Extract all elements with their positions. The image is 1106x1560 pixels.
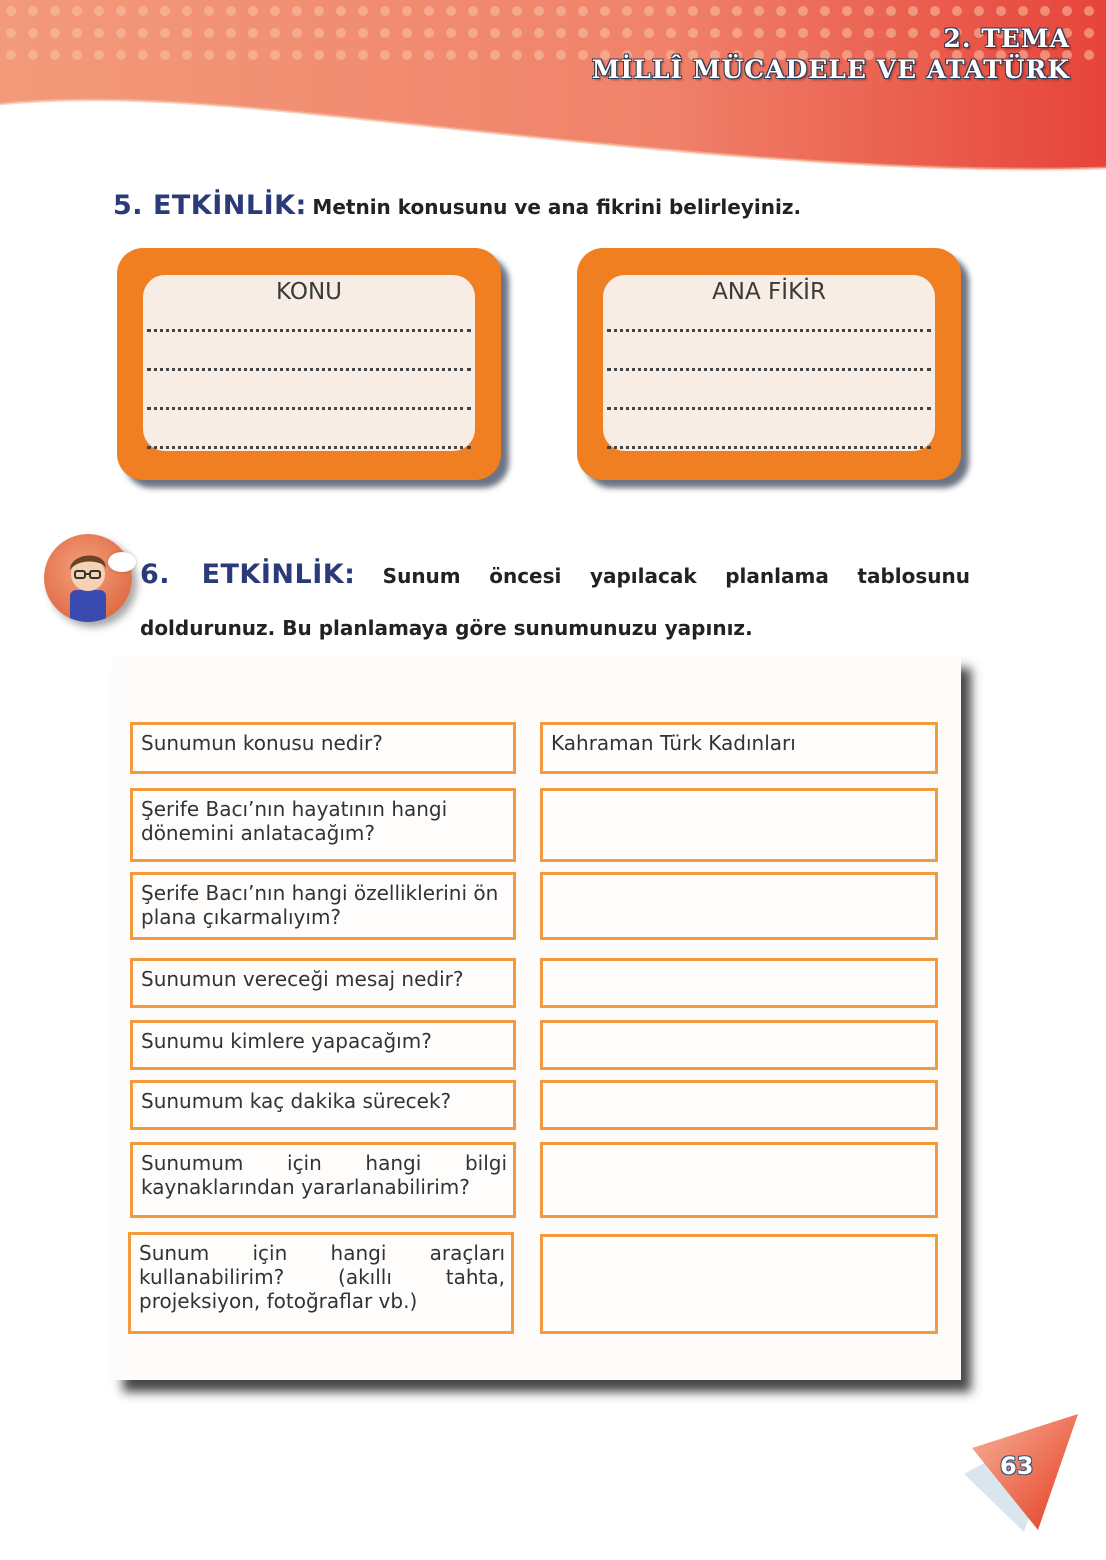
question-cell: Sunumu kimlere yapacağım? <box>130 1020 516 1070</box>
planning-table <box>113 656 961 1380</box>
ana-fikir-card <box>577 248 961 480</box>
question-cell: Sunumum için hangi bilgi kaynaklarından yararlanabilirim? <box>130 1142 516 1218</box>
answer-cell[interactable] <box>540 1080 938 1130</box>
question-cell: Sunumun vereceği mesaj nedir? <box>130 958 516 1008</box>
ana-fikir-writing-area[interactable] <box>603 275 935 451</box>
dotted-line <box>147 371 471 410</box>
dotted-line <box>147 410 471 449</box>
question-cell: Şerife Bacı’nın hayatının hangi dönemini anlatacağım? <box>130 788 516 862</box>
activity-6-heading <box>140 550 970 655</box>
activity-6-label: 6. ETKİNLİK: <box>140 559 356 590</box>
dotted-line <box>607 410 931 449</box>
konu-writing-area[interactable] <box>143 275 475 451</box>
answer-cell[interactable] <box>540 788 938 862</box>
theme-banner <box>0 0 1106 180</box>
dotted-line <box>607 309 931 332</box>
dotted-line <box>147 309 471 332</box>
dotted-line <box>147 332 471 371</box>
konu-card <box>117 248 501 480</box>
konu-title: KONU <box>276 279 342 305</box>
activity-5-instruction: Metnin konusunu ve ana fikrini belirleyiniz. <box>312 195 802 219</box>
question-cell: Sunumum kaç dakika sürecek? <box>130 1080 516 1130</box>
theme-number: 2. TEMA <box>943 24 1070 53</box>
student-avatar-icon <box>44 534 132 622</box>
page-number: 63 <box>1000 1452 1034 1480</box>
speech-bubble-icon <box>108 552 136 572</box>
theme-name: MİLLÎ MÜCADELE VE ATATÜRK <box>591 55 1070 84</box>
answer-cell[interactable] <box>540 1142 938 1218</box>
activity-5-label: 5. ETKİNLİK: <box>113 190 307 221</box>
theme-title <box>592 24 1070 86</box>
answer-cell[interactable] <box>540 958 938 1008</box>
question-cell: Şerife Bacı’nın hangi özelliklerini ön plana çıkarmalıyım? <box>130 872 516 940</box>
question-cell: Sunumun konusu nedir? <box>130 722 516 774</box>
question-cell: Sunum için hangi araçları kullanabilirim? (akıllı tahta, projeksiyon, fotoğraflar vb.) <box>128 1232 514 1334</box>
ana-fikir-title: ANA FİKİR <box>712 279 826 305</box>
dotted-line <box>607 371 931 410</box>
dotted-line <box>607 332 931 371</box>
answer-cell[interactable]: Kahraman Türk Kadınları <box>540 722 938 774</box>
activity-6-instruction: Sunum öncesi yapılacak planlama tablosunu doldurunuz. Bu planlamaya göre sunumunuzu yapınız. <box>140 564 971 640</box>
answer-cell[interactable] <box>540 872 938 940</box>
activity-5-heading <box>113 190 801 221</box>
answer-cell[interactable] <box>540 1234 938 1334</box>
answer-cell[interactable] <box>540 1020 938 1070</box>
